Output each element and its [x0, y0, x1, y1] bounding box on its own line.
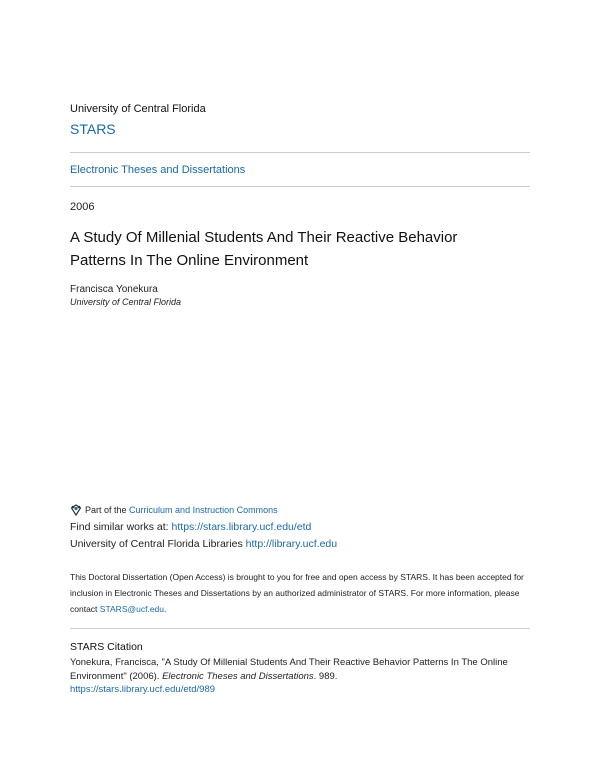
network-commons-icon [70, 504, 82, 516]
document-title: A Study Of Millenial Students And Their Reactive Behavior Patterns In The Online Environment [70, 229, 458, 269]
similar-works-line [70, 521, 311, 533]
contact-email-link[interactable]: STARS@ucf.edu [99, 604, 165, 614]
access-notice [70, 569, 530, 617]
citation-text: Yonekura, Francisca, "A Study Of Millenial Students And Their Reactive Behavior Patterns In The Online Environment" (2006). [70, 657, 508, 682]
divider [70, 186, 530, 187]
notice-suffix: . [164, 604, 167, 614]
similar-works-label: Find similar works at: [70, 521, 169, 533]
author-affiliation: University of Central Florida [70, 297, 182, 307]
repository-link[interactable]: STARS [70, 121, 116, 137]
citation-body [70, 656, 530, 697]
citation-heading: STARS Citation [70, 641, 143, 653]
citation-number: . 989. [313, 670, 338, 682]
notice-text: This Doctoral Dissertation (Open Access) is brought to you for free and open access by STARS. It has been accepted for inclusion in Electronic Theses and Dissertations by an authorized administrator of STARS. For more information, please contact [70, 572, 524, 614]
part-of-prefix: Part of the [85, 505, 127, 515]
libraries-line [70, 538, 337, 550]
publication-year: 2006 [70, 201, 95, 213]
collection-link[interactable]: Electronic Theses and Dissertations [70, 164, 246, 176]
citation-journal: Electronic Theses and Dissertations [162, 670, 314, 682]
commons-link[interactable]: Curriculum and Instruction Commons [129, 505, 278, 515]
divider [70, 628, 530, 629]
divider [70, 152, 530, 153]
libraries-link[interactable]: http://library.ucf.edu [245, 538, 338, 550]
similar-works-link[interactable]: https://stars.library.ucf.edu/etd [171, 521, 312, 533]
part-of-line [70, 504, 278, 516]
citation-url-link[interactable]: https://stars.library.ucf.edu/etd/989 [70, 684, 216, 695]
institution-name: University of Central Florida [70, 103, 206, 115]
author-name: Francisca Yonekura [70, 284, 158, 295]
libraries-label: University of Central Florida Libraries [70, 538, 243, 550]
